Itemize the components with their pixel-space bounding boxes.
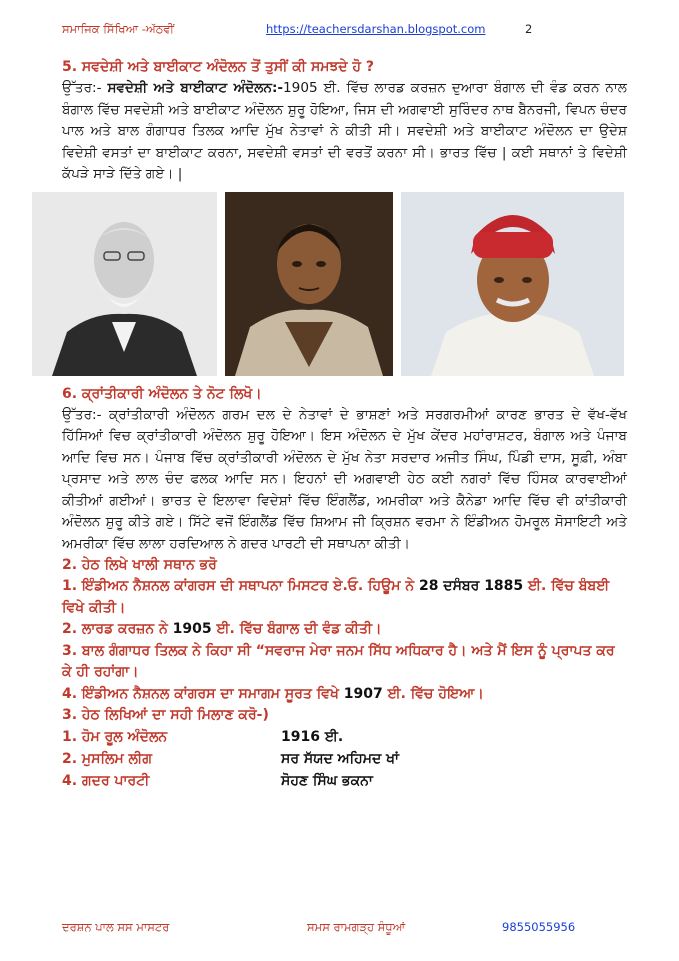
school-name: ਸਮਸ ਰਾਮਗੜ੍ਹ ਸੰਧੂਆਂ [307, 920, 406, 934]
author-name: ਦਰਸ਼ਨ ਪਾਲ ਸਸ ਮਾਸਟਰ [62, 920, 170, 934]
portrait-photo-man-red-turban [401, 192, 624, 376]
match-row [62, 726, 627, 748]
fill-text: ਈ. ਵਿੱਚ ਬੰਬਈ ਵਿਖੇ ਕੀਤੀ। [62, 578, 610, 616]
answer-bold-term: ਸਵਦੇਸ਼ੀ ਅਤੇ ਬਾਈਕਾਟ ਅੰਦੋਲਨ:- [107, 80, 284, 96]
fill-text: 2. ਲਾਰਡ ਕਰਜ਼ਨ ਨੇ [62, 621, 173, 637]
fill-blank-item [62, 619, 627, 641]
question-6-answer: ਉੱਤਰ:- ਕ੍ਰਾਂਤੀਕਾਰੀ ਅੰਦੋਲਨ ਗਰਮ ਦਲ ਦੇ ਨੇਤਾਵਾਂ ਦੇ ਭਾਸ਼ਣਾਂ ਅਤੇ ਸਰਗਰਮੀਆਂ ਕਾਰਣ ਭਾਰਤ ਦੇ ਵੱਖ-ਵੱਖ ਹਿੱਸਿਆਂ ਵਿਚ ਕ੍ਰਾਂਤੀਕਾਰੀ ਅੰਦੋਲਨ ਸ਼ੁਰੂ ਹੋਇਆ। ਇਸ ਅੰਦੋਲਨ ਦੇ ਮੁੱਖ ਕੇਂਦਰ ਮਹਾਂਰਾਸ਼ਟਰ, ਬੰਗਾਲ ਅਤੇ ਪੰਜਾਬ ਆਦਿ ਵਿਚ ਸਨ। ਪੰਜਾਬ ਵਿੱਚ ਕ੍ਰਾਂਤੀਕਾਰੀ ਅੰਦੋਲਨ ਦੇ ਮੁੱਖ ਨੇਤਾ ਸਰਦਾਰ ਅਜੀਤ ਸਿੰਘ, ਪਿੰਡੀ ਦਾਸ, ਸੂਫ਼ੀ, ਅੰਬਾ ਪ੍ਰਸਾਦ ਅਤੇ ਲਾਲ ਚੰਦ ਫਲਕ ਆਦਿ ਸਨ। ਇਹਨਾਂ ਦੀ ਅਗਵਾਈ ਹੇਠ ਕਈ ਨਗਰਾਂ ਵਿੱਚ ਹਿੰਸਕ ਕਾਰਵਾਈਆਂ ਕੀਤੀਆਂ ਗਈਆਂ। ਭਾਰਤ ਦੇ ਇਲਾਵਾ ਵਿਦੇਸ਼ਾਂ ਵਿੱਚ ਇੰਗਲੈਂਡ, ਅਮਰੀਕਾ ਅਤੇ ਕੈਨੇਡਾ ਆਦਿ ਵਿੱਚ ਵੀ ਕਾਂਤੀਕਾਰੀ ਅੰਦੋਲਨ ਸ਼ੁਰੂ ਕੀਤੇ ਗਏ। ਸਿੱਟੇ ਵਜੋਂ ਇੰਗਲੈਂਡ ਵਿੱਚ ਸ਼ਿਆਮ ਜੀ ਕ੍ਰਿਸ਼ਨ ਵਰਮਾ ਨੇ ਇੰਡੀਅਨ ਹੋਮਰੂਲ ਸੋਸਾਇਟੀ ਅਤੇ ਅਮਰੀਕਾ ਵਿੱਚ ਲਾਲਾ ਹਰਦਿਆਲ ਨੇ ਗਦਰ ਪਾਰਟੀ ਦੀ ਸਥਾਪਨਾ ਕੀਤੀ। [62, 406, 627, 552]
subject-title: ਸਮਾਜਿਕ ਸਿੱਖਿਆ -ਅੱਠਵੀਂ [62, 22, 175, 36]
answer-prefix: ਉੱਤਰ:- [62, 80, 108, 96]
match-row [62, 770, 627, 792]
blog-link[interactable]: https://teachersdarshan.blogspot.com [266, 22, 486, 36]
match-right: 1916 ਈ. [281, 729, 344, 745]
question-5-title: 5. ਸਵਦੇਸ਼ੀ ਅਤੇ ਬਾਈਕਾਟ ਅੰਦੋਲਨ ਤੋਂ ਤੁਸੀਂ ਕੀ ਸਮਝਦੇ ਹੋ ? [62, 59, 375, 75]
fill-blank-item [62, 641, 627, 684]
fill-blank-item [62, 684, 627, 706]
match-row [62, 748, 627, 770]
fill-answer: 1905 [172, 621, 212, 637]
portrait-photo-bearded-man-suit [32, 192, 217, 376]
match-right: ਸਰ ਸੱਯਦ ਅਹਿਮਦ ਖਾਂ [281, 751, 399, 767]
fill-blank-item [62, 576, 627, 619]
fill-answer: 1907 [343, 685, 383, 702]
question-6-title: 6. ਕ੍ਰਾਂਤੀਕਾਰੀ ਅੰਦੋਲਨ ਤੇ ਨੋਟ ਲਿਖੋ। [62, 385, 262, 402]
match-title: 3. ਹੇਠ ਲਿਖਿਆਂ ਦਾ ਸਹੀ ਮਿਲਾਣ ਕਰੋ-) [62, 707, 269, 723]
fill-answer: 28 ਦਸੰਬਰ 1885 [418, 578, 524, 594]
fill-blanks-title: 2. ਹੇਠ ਲਿਖੇ ਖਾਲੀ ਸਥਾਨ ਭਰੋ [62, 557, 217, 573]
leader-photos [32, 192, 652, 376]
fill-text: 3. ਬਾਲ ਗੰਗਾਧਰ ਤਿਲਕ ਨੇ ਕਿਹਾ ਸੀ “ਸਵਰਾਜ ਮੇਰਾ ਜਨਮ ਸਿੱਧ ਅਧਿਕਾਰ ਹੈ। ਅਤੇ ਮੈਂ ਇਸ ਨੂੰ ਪ੍ਰਾਪਤ ਕਰ ਕੇ ਹੀ ਰਹਾਂਗਾ। [62, 642, 615, 680]
match-left: 4. ਗਦਰ ਪਾਰਟੀ [62, 773, 150, 789]
fill-text: 1. ਇੰਡੀਅਨ ਨੈਸ਼ਨਲ ਕਾਂਗਰਸ ਦੀ ਸਥਾਪਨਾ ਮਿਸਟਰ ਏ.ਓ. ਹਿਊਮ ਨੇ [62, 578, 419, 594]
page-number: 2 [525, 22, 533, 36]
page-content [62, 57, 627, 792]
fill-text: 4. ਇੰਡੀਅਨ ਨੈਸ਼ਨਲ ਕਾਂਗਰਸ ਦਾ ਸਮਾਗਮ ਸੂਰਤ ਵਿਖੇ [62, 685, 344, 702]
match-right: ਸੋਹਣ ਸਿੰਘ ਭਕਨਾ [281, 773, 373, 789]
question-5-answer [62, 78, 627, 186]
fill-text: ਈ. ਵਿੱਚ ਹੋਇਆ। [382, 685, 484, 702]
phone-number: 9855055956 [502, 920, 576, 934]
page-header [62, 22, 652, 38]
page-footer [62, 920, 622, 936]
portrait-photo-man-sepia [225, 192, 393, 376]
match-left: 2. ਮੁਸਲਿਮ ਲੀਗ [62, 751, 152, 767]
answer-body: 1905 ਈ. ਵਿੱਚ ਲਾਰਡ ਕਰਜ਼ਨ ਦੁਆਰਾ ਬੰਗਾਲ ਦੀ ਵੰਡ ਕਰਨ ਨਾਲ ਬੰਗਾਲ ਵਿੱਚ ਸਵਦੇਸ਼ੀ ਅਤੇ ਬਾਈਕਾਟ ਅੰਦੋਲਨ ਸ਼ੁਰੂ ਹੋਇਆ, ਜਿਸ ਦੀ ਅਗਵਾਈ ਸੁਰਿੰਦਰ ਨਾਥ ਬੈਨਰਜੀ, ਵਿਪਨ ਚੰਦਰ ਪਾਲ ਅਤੇ ਬਾਲ ਗੰਗਾਧਰ ਤਿਲਕ ਆਦਿ ਮੁੱਖ ਨੇਤਾਵਾਂ ਨੇ ਕੀਤੀ ਸੀ। ਸਵਦੇਸ਼ੀ ਅਤੇ ਬਾਈਕਾਟ ਅੰਦੋਲਨ ਦਾ ਉਦੇਸ਼ ਵਿਦੇਸ਼ੀ ਵਸਤਾਂ ਦਾ ਬਾਈਕਾਟ ਕਰਨਾ, ਸਵਦੇਸ਼ੀ ਵਸਤਾਂ ਦੀ ਵਰਤੋਂ ਕਰਨਾ ਸੀ। ਭਾਰਤ ਵਿੱਚ | ਕਈ ਸਥਾਨਾਂ ਤੇ ਵਿਦੇਸ਼ੀ ਕੱਪੜੇ ਸਾੜੇ ਦਿੱਤੇ ਗਏ। | [62, 80, 627, 182]
fill-text: ਈ. ਵਿੱਚ ਬੰਗਾਲ ਦੀ ਵੰਡ ਕੀਤੀ। [211, 621, 382, 637]
match-left: 1. ਹੋਮ ਰੂਲ ਅੰਦੋਲਨ [62, 729, 168, 745]
